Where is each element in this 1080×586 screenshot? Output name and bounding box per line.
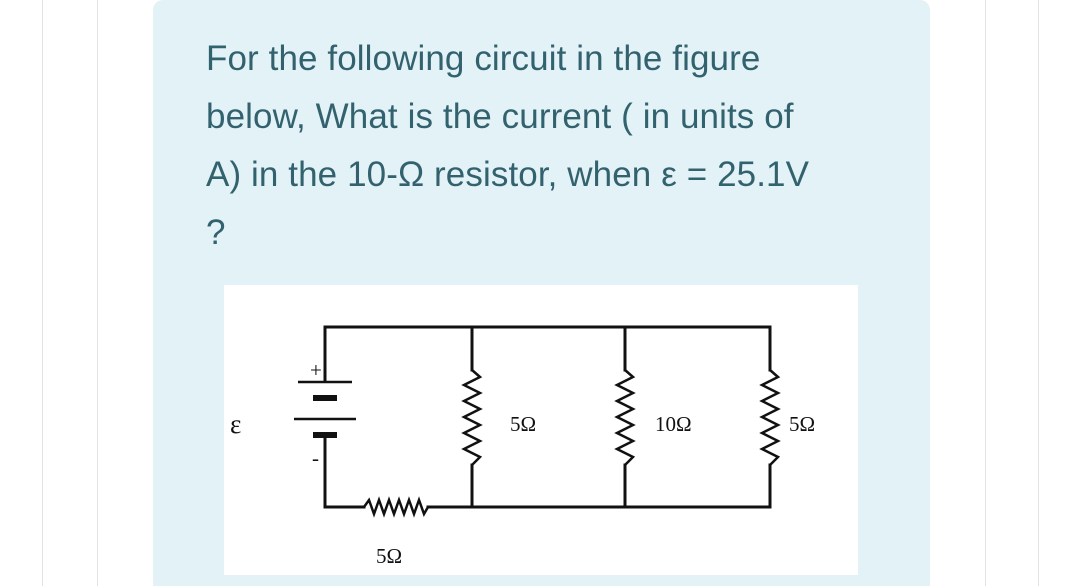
left-inner-border-line [97,0,98,586]
question-line-1: For the following circuit in the figure [206,39,761,78]
resistor-label-branch-2: 10Ω [655,412,692,436]
right-border-line [1038,0,1039,586]
circuit-figure [224,285,858,575]
circuit-diagram [224,285,858,575]
resistor-label-branch-1: 5Ω [510,412,537,436]
resistor-5ohm-branch-1 [464,370,480,465]
resistor-label-branch-3: 5Ω [789,412,816,436]
question-line-3: A) in the 10-Ω resistor, when ε = 25.1V [206,155,810,194]
question-text [206,30,886,262]
battery-bottom-wire [325,437,364,507]
left-border-line [42,0,43,586]
question-line-2: below, What is the current ( in units of [206,97,794,136]
question-line-4: ? [206,213,226,252]
battery-minus-sign: - [312,446,319,470]
battery-symbol [294,382,356,435]
resistor-5ohm-branch-3 [762,370,778,465]
resistor-label-series: 5Ω [376,544,403,568]
resistor-5ohm-series [364,500,428,514]
battery-plus-sign: + [310,358,322,382]
resistor-10ohm-branch-2 [617,370,633,465]
emf-label: ε [230,409,242,439]
right-inner-border-line [985,0,986,586]
